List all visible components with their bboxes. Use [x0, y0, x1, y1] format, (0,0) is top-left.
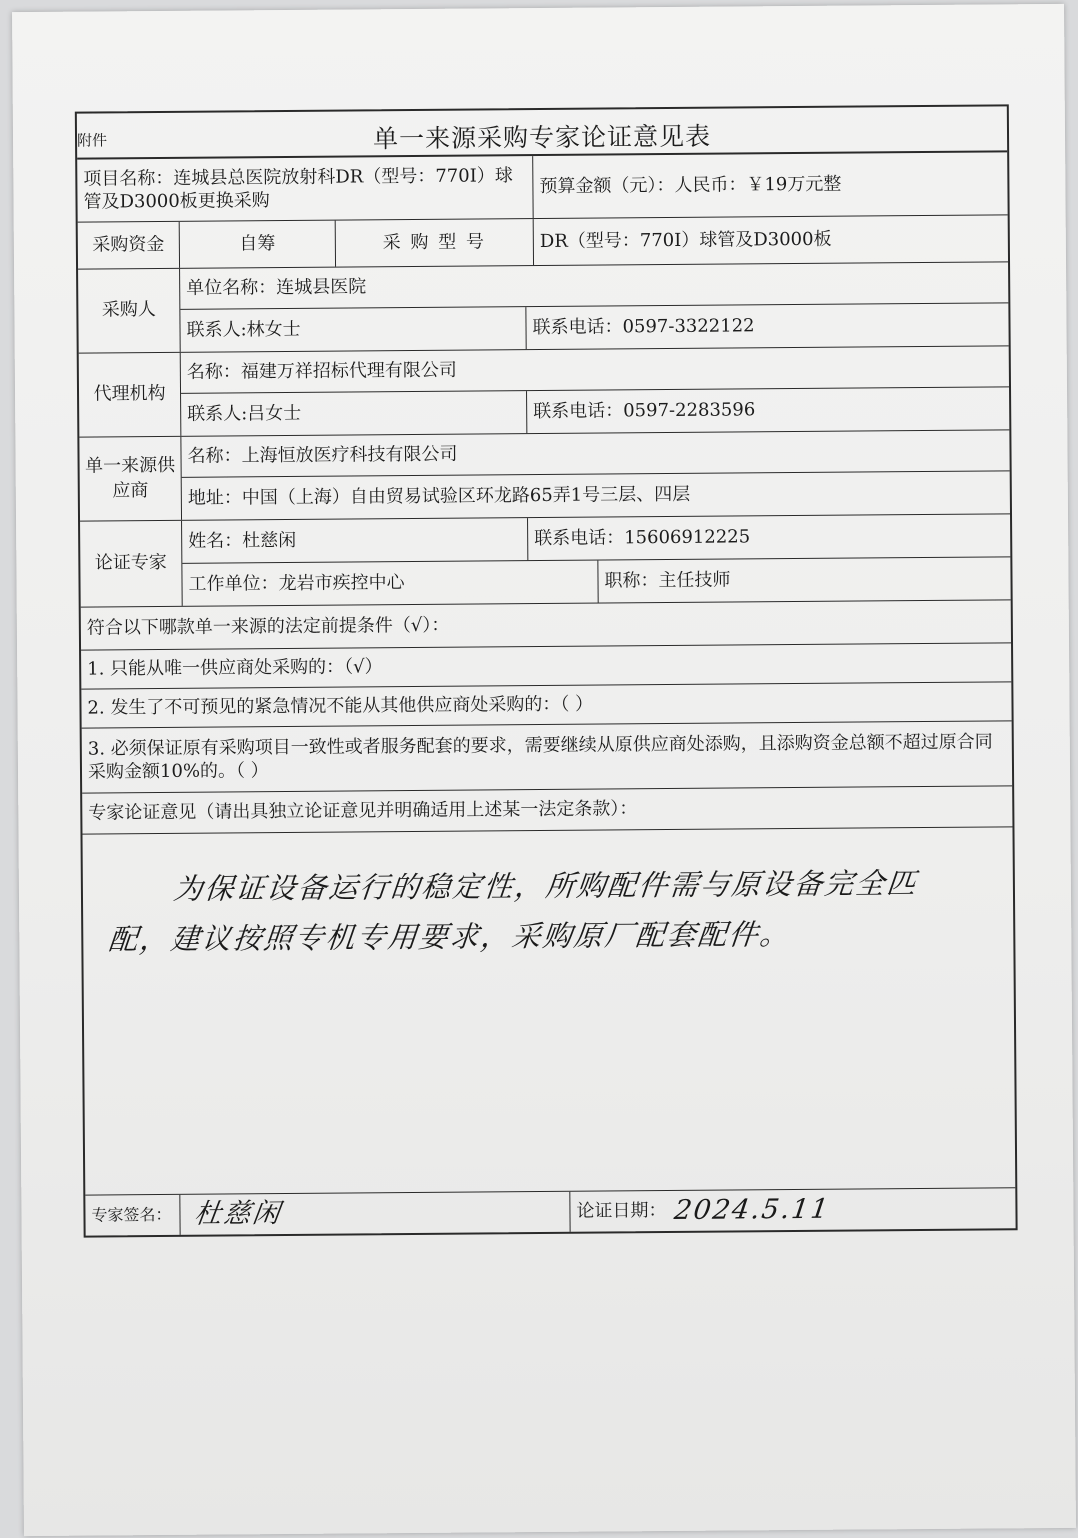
form-title: 单一来源采购专家论证意见表	[77, 106, 1007, 159]
date-label: 论证日期：	[576, 1200, 667, 1223]
model-label: 采 购 型 号	[336, 219, 534, 267]
opinion-area	[82, 827, 1015, 1195]
expert-group	[80, 514, 1011, 607]
condition-item-1: 1. 只能从唯一供应商处采购的：（√）	[87, 656, 383, 680]
condition-item-2: 2. 发生了不可预见的紧急情况不能从其他供应商处采购的：（ ）	[87, 693, 594, 719]
purchaser-contact: 联系人:林女士	[180, 307, 526, 352]
agency-phone: 联系电话：0597-2283596	[533, 399, 756, 423]
expert-workplace: 工作单位：龙岩市疾控中心	[182, 561, 598, 606]
signature-label: 专家签名：	[85, 1195, 180, 1236]
agency-name: 名称：福建万祥招标代理有限公司	[186, 359, 457, 384]
purchaser-unit: 单位名称：连城县医院	[186, 276, 367, 300]
document-page	[12, 4, 1076, 1536]
expert-opinion-form	[75, 104, 1018, 1237]
budget-amount: 预算金额（元）：人民币：￥19万元整	[539, 173, 842, 198]
purchaser-phone: 联系电话：0597-3322122	[532, 315, 755, 339]
funding-label: 采购资金	[78, 222, 180, 269]
purchaser-label: 采购人	[78, 269, 181, 353]
attachment-label: 附件	[76, 131, 108, 150]
supplier-address: 地址：中国（上海）自由贸易试验区环龙路65弄1号三层、四层	[187, 484, 691, 510]
handwritten-opinion: 为保证设备运行的稳定性，所购配件需与原设备完全匹配，建议按照专机专用要求，采购原厂配套配件。	[107, 866, 920, 957]
funding-value: 自筹	[180, 221, 336, 268]
agency-label: 代理机构	[79, 353, 182, 437]
agency-group	[79, 346, 1010, 437]
signature-cell	[180, 1192, 570, 1235]
expert-title: 职称：主任技师	[604, 569, 731, 592]
expert-phone: 联系电话：15606912225	[534, 526, 751, 550]
supplier-group	[79, 430, 1010, 521]
supplier-label: 单一来源供应商	[79, 437, 182, 521]
funding-row	[78, 215, 1008, 269]
date-cell	[570, 1188, 1015, 1231]
date-value: 2024.5.11	[672, 1194, 832, 1227]
expert-label: 论证专家	[80, 521, 183, 607]
opinion-heading: 专家论证意见（请出具独立论证意见并明确适用上述某一法定条款）：	[88, 798, 638, 824]
agency-contact: 联系人:吕女士	[181, 391, 527, 436]
expert-name: 姓名：杜慈闲	[182, 518, 528, 563]
conditions-heading: 符合以下哪款单一来源的法定前提条件（√）：	[86, 615, 450, 639]
signature-row	[85, 1188, 1015, 1235]
purchaser-group	[78, 262, 1009, 353]
project-row	[77, 152, 1007, 222]
model-value: DR（型号：770I）球管及D3000板	[539, 229, 832, 253]
expert-signature: 杜慈闲	[192, 1198, 284, 1231]
condition-item-3: 3. 必须保证原有采购项目一致性或者服务配套的要求，需要继续从原供应商处添购，且添购资金总额不超过原合同采购金额10%的。（ ）	[87, 731, 993, 783]
project-name: 项目名称：连城县总医院放射科DR（型号：770I）球管及D3000板更换采购	[77, 156, 533, 222]
supplier-name: 名称：上海恒放医疗科技有限公司	[187, 443, 458, 468]
